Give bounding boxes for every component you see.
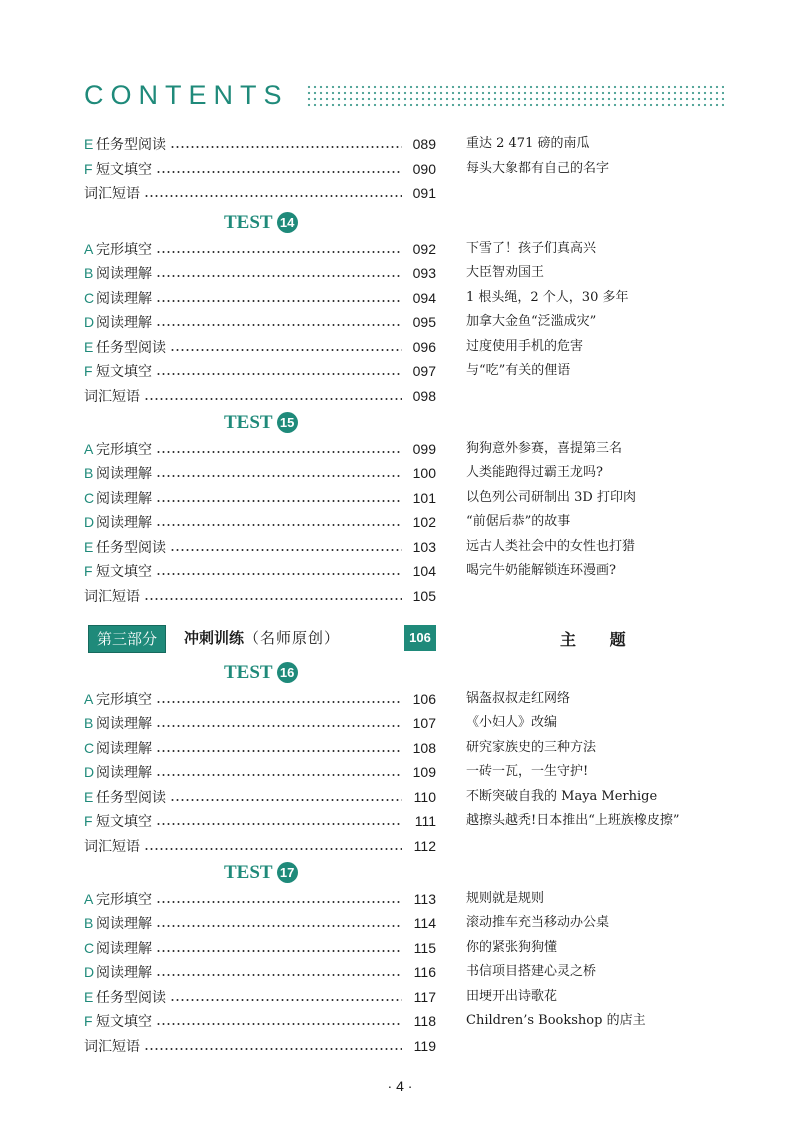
dot-leader (156, 524, 402, 526)
dot-leader (144, 398, 402, 400)
toc-row[interactable] (84, 359, 436, 383)
row-topic: 一砖一瓦，一生守护! (466, 764, 589, 779)
dot-leader (156, 823, 402, 825)
row-letter: E (84, 788, 94, 805)
dot-leader (156, 324, 402, 326)
row-label: 阅读理解 (96, 916, 152, 932)
row-label: 阅读理解 (96, 765, 152, 781)
row-topic: Children’s Bookshop 的店主 (466, 1013, 646, 1028)
dot-leader (170, 999, 402, 1001)
row-label: 完形填空 (96, 891, 152, 908)
test-heading (224, 211, 424, 235)
row-page-number: 114 (413, 915, 436, 931)
dot-leader (144, 848, 402, 850)
toc-row[interactable] (84, 736, 436, 760)
row-label: 任务型阅读 (96, 539, 166, 556)
row-topic: 重达 2 471 磅的南瓜 (466, 136, 590, 151)
row-page-number: 119 (413, 1037, 436, 1054)
toc-row[interactable] (84, 461, 436, 485)
row-letter: D (84, 964, 95, 980)
toc-row[interactable] (84, 181, 436, 205)
row-letter: F (84, 1013, 93, 1029)
row-topic: 越擦头越秃!日本推出“上班族橡皮擦” (466, 813, 680, 828)
toc-row[interactable] (84, 687, 436, 711)
row-label: 完形填空 (96, 441, 152, 458)
row-letter: E (84, 136, 94, 152)
row-page-number: 111 (414, 813, 436, 829)
row-letter: C (84, 489, 95, 506)
row-topic: 滚动推车充当移动办公桌 (466, 915, 610, 930)
row-page-number: 113 (413, 890, 436, 907)
toc-row[interactable] (84, 760, 436, 784)
row-label: 任务型阅读 (96, 137, 166, 153)
dot-leader (170, 146, 402, 148)
row-page-number: 094 (412, 289, 436, 306)
dot-leader (156, 500, 402, 502)
row-letter: F (84, 813, 93, 829)
row-letter: F (84, 563, 93, 579)
row-letter: C (84, 939, 95, 956)
row-page-number: 106 (412, 690, 436, 707)
dot-leader (156, 275, 402, 277)
dot-leader (144, 598, 402, 600)
toc-row[interactable] (84, 132, 436, 156)
row-page-number: 104 (412, 563, 436, 579)
row-letter: E (84, 538, 94, 555)
row-topic: 过度使用手机的危害 (466, 338, 584, 354)
row-page-number: 117 (413, 988, 436, 1005)
row-page-number: 105 (412, 587, 436, 604)
toc-row[interactable] (84, 510, 436, 534)
row-page-number: 093 (412, 265, 436, 281)
row-topic: “前倨后恭”的故事 (466, 514, 571, 529)
toc-row[interactable] (84, 559, 436, 583)
row-label: 短文填空 (96, 161, 152, 178)
toc-row[interactable] (84, 936, 436, 960)
toc-row[interactable] (84, 237, 436, 261)
row-topic: 狗狗意外参赛，喜提第三名 (466, 440, 623, 456)
dot-leader (170, 349, 402, 351)
toc-row[interactable] (84, 486, 436, 510)
dot-leader (156, 373, 402, 375)
dot-leader (156, 750, 402, 752)
row-page-number: 112 (413, 837, 436, 854)
dot-leader (144, 195, 402, 197)
dotted-rule (306, 84, 724, 108)
row-topic: 远古人类社会中的女性也打猎 (466, 538, 636, 554)
dot-leader (156, 475, 402, 477)
row-label: 阅读理解 (96, 266, 152, 282)
contents-header (84, 78, 724, 112)
toc-row[interactable] (84, 335, 436, 359)
toc-row[interactable] (84, 157, 436, 181)
row-label: 任务型阅读 (96, 789, 166, 806)
dot-leader (156, 974, 402, 976)
row-page-number: 118 (413, 1013, 436, 1029)
test-label: TEST (224, 662, 273, 683)
row-letter: F (84, 363, 93, 379)
row-letter: E (84, 338, 94, 355)
test-number-badge: 16 (277, 662, 298, 683)
row-label: 阅读理解 (96, 965, 152, 981)
row-letter: B (84, 465, 94, 481)
test-heading (224, 661, 424, 685)
row-label: 词汇短语 (84, 388, 140, 405)
part-subtitle: （名师原创） (244, 629, 341, 647)
row-letter: B (84, 265, 94, 281)
toc-row[interactable] (84, 911, 436, 935)
row-label: 短文填空 (96, 564, 152, 580)
test-heading (224, 411, 424, 435)
row-letter: C (84, 739, 95, 756)
row-page-number: 091 (412, 185, 436, 201)
dot-leader (156, 1023, 402, 1025)
contents-title: CONTENTS (84, 80, 289, 110)
dot-leader (156, 573, 402, 575)
row-label: 完形填空 (96, 691, 152, 708)
dot-leader (156, 171, 402, 173)
test-label: TEST (224, 412, 273, 433)
toc-row[interactable] (84, 286, 436, 310)
part-page-number: 106 (404, 625, 436, 651)
row-topic: 锅盔叔叔走红网络 (466, 690, 571, 706)
row-letter: A (84, 890, 94, 907)
toc-row[interactable] (84, 711, 436, 735)
test-number-badge: 14 (277, 212, 298, 233)
toc-row[interactable] (84, 535, 436, 559)
row-topic: 书信项目搭建心灵之桥 (466, 964, 597, 979)
test-number-badge: 15 (277, 412, 298, 433)
row-topic: 人类能跑得过霸王龙吗? (466, 465, 603, 480)
row-topic: 研究家族史的三种方法 (466, 739, 597, 755)
part-title: 冲刺训练 (184, 629, 245, 647)
toc-row[interactable] (84, 261, 436, 285)
row-page-number: 108 (412, 739, 436, 756)
row-label: 短文填空 (96, 1014, 152, 1030)
row-page-number: 102 (412, 514, 436, 530)
test-label: TEST (224, 862, 273, 883)
dot-leader (156, 725, 402, 727)
row-topic: 1 根头绳，2 个人，30 多年 (466, 289, 629, 305)
row-label: 阅读理解 (96, 940, 152, 957)
toc-row[interactable] (84, 785, 436, 809)
row-label: 阅读理解 (96, 740, 152, 757)
row-topic: 你的紧张狗狗懂 (466, 939, 558, 955)
row-topic: 田埂开出诗歌花 (466, 988, 558, 1004)
row-page-number: 115 (413, 939, 436, 956)
row-label: 词汇短语 (84, 1038, 140, 1055)
row-page-number: 092 (412, 240, 436, 257)
part-tag: 第三部分 (88, 625, 166, 653)
dot-leader (156, 925, 402, 927)
row-label: 词汇短语 (84, 588, 140, 605)
row-label: 阅读理解 (96, 466, 152, 482)
toc-row[interactable] (84, 437, 436, 461)
row-page-number: 098 (412, 387, 436, 404)
row-label: 完形填空 (96, 241, 152, 258)
row-label: 阅读理解 (96, 515, 152, 531)
row-page-number: 090 (412, 160, 436, 177)
toc-row[interactable] (84, 887, 436, 911)
row-label: 阅读理解 (96, 315, 152, 331)
row-label: 词汇短语 (84, 186, 140, 202)
dot-leader (144, 1048, 402, 1050)
dot-leader (170, 549, 402, 551)
row-label: 阅读理解 (96, 716, 152, 732)
row-topic: 喝完牛奶能解锁连环漫画? (466, 563, 616, 578)
row-letter: D (84, 314, 95, 330)
row-letter: D (84, 764, 95, 780)
row-page-number: 089 (412, 136, 436, 152)
row-label: 阅读理解 (96, 490, 152, 507)
row-letter: D (84, 514, 95, 530)
toc-row[interactable] (84, 310, 436, 334)
row-page-number: 101 (412, 489, 436, 506)
test-number-badge: 17 (277, 862, 298, 883)
row-label: 词汇短语 (84, 838, 140, 855)
row-topic: 不断突破自我的 Maya Merhige (466, 788, 658, 804)
row-page-number: 095 (412, 314, 436, 330)
test-label: TEST (224, 212, 273, 233)
row-label: 任务型阅读 (96, 989, 166, 1006)
dot-leader (156, 701, 402, 703)
dot-leader (156, 774, 402, 776)
row-page-number: 099 (412, 440, 436, 457)
row-topic: 规则就是规则 (466, 890, 545, 906)
dot-leader (156, 251, 402, 253)
toc-row[interactable] (84, 1009, 436, 1033)
row-topic: 下雪了！孩子们真高兴 (466, 240, 597, 256)
row-label: 短文填空 (96, 364, 152, 380)
toc-row[interactable] (84, 985, 436, 1009)
row-letter: A (84, 240, 94, 257)
row-label: 阅读理解 (96, 290, 152, 307)
row-page-number: 096 (412, 338, 436, 355)
row-letter: C (84, 289, 95, 306)
row-letter: A (84, 690, 94, 707)
row-page-number: 110 (413, 788, 436, 805)
row-page-number: 109 (412, 764, 436, 780)
row-letter: B (84, 915, 94, 931)
dot-leader (170, 799, 402, 801)
row-topic: 每头大象都有自己的名字 (466, 160, 610, 176)
row-letter: B (84, 715, 94, 731)
row-label: 短文填空 (96, 814, 152, 830)
row-topic: 加拿大金鱼“泛滥成灾” (466, 314, 597, 329)
toc-row[interactable] (84, 384, 436, 408)
row-topic: 以色列公司研制出 3D 打印肉 (466, 489, 636, 505)
toc-row[interactable] (84, 1034, 436, 1058)
row-page-number: 116 (413, 964, 436, 980)
dot-leader (156, 451, 402, 453)
row-letter: E (84, 988, 94, 1005)
toc-row[interactable] (84, 960, 436, 984)
dot-leader (156, 300, 402, 302)
row-topic: 与“吃”有关的俚语 (466, 363, 571, 378)
row-page-number: 107 (412, 715, 436, 731)
dot-leader (156, 901, 402, 903)
toc-row[interactable] (84, 809, 436, 833)
theme-heading: 主 题 (560, 630, 640, 649)
row-topic: 大臣智劝国王 (466, 265, 545, 280)
row-letter: F (84, 160, 93, 177)
row-label: 任务型阅读 (96, 339, 166, 356)
test-heading (224, 861, 424, 885)
row-page-number: 100 (412, 465, 436, 481)
page-number: · 4 · (387, 1078, 413, 1094)
toc-row[interactable] (84, 834, 436, 858)
part-three-banner[interactable] (84, 624, 436, 654)
row-page-number: 103 (412, 538, 436, 555)
part-name (184, 625, 340, 651)
toc-row[interactable] (84, 584, 436, 608)
row-page-number: 097 (412, 363, 436, 379)
dot-leader (156, 950, 402, 952)
row-letter: A (84, 440, 94, 457)
row-topic: 《小妇人》改编 (466, 715, 558, 730)
